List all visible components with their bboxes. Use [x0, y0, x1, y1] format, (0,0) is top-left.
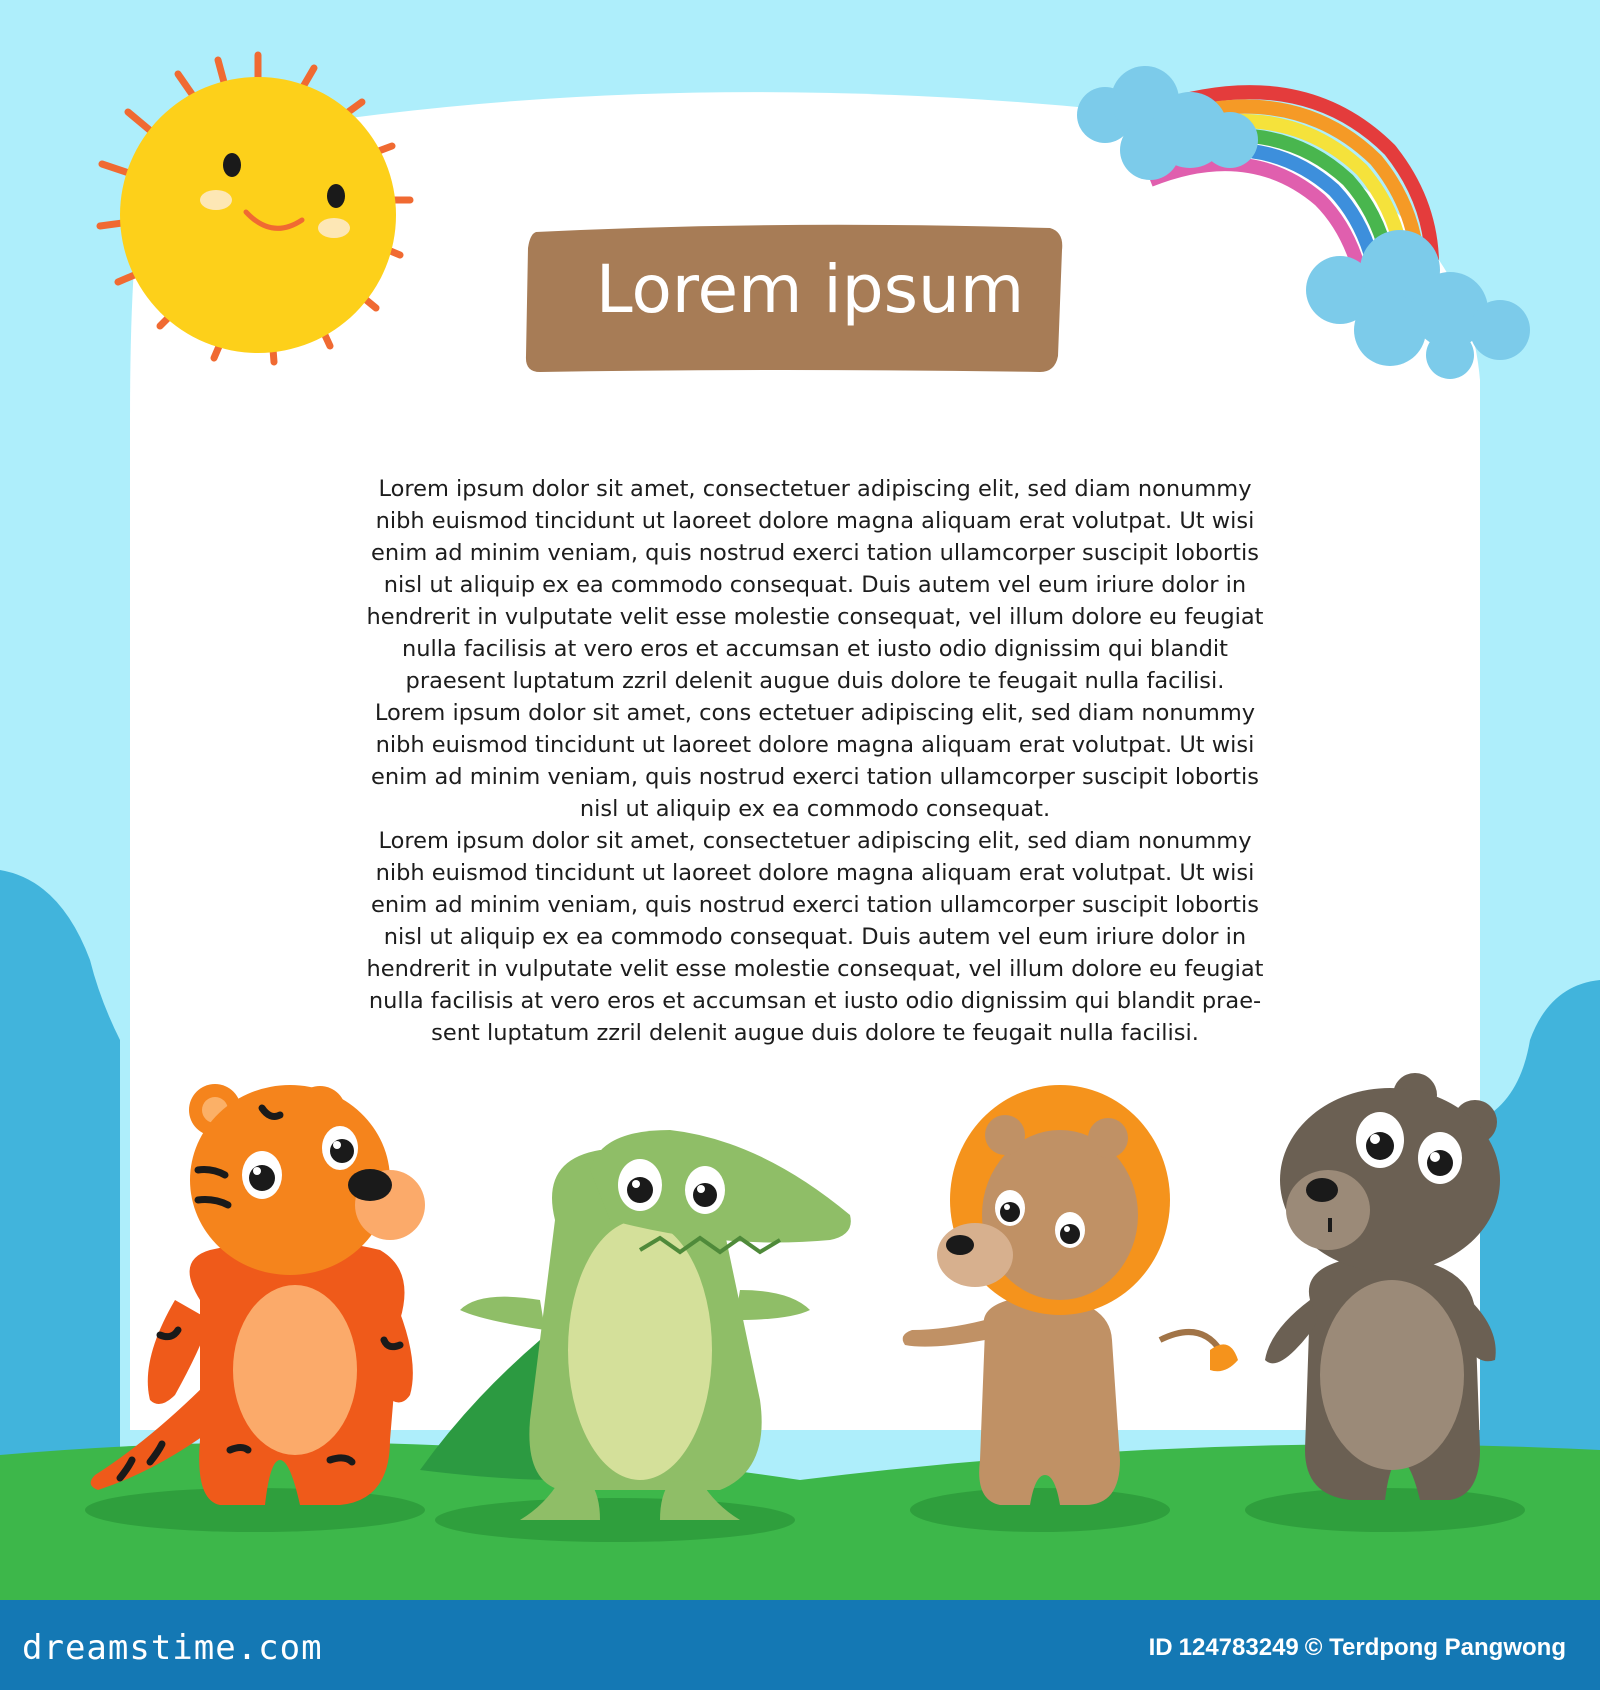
- footer-credit: [1149, 1634, 1572, 1662]
- footer-brand: dreamstime.com: [22, 1628, 323, 1668]
- footer-id-value: 124783249: [1178, 1634, 1299, 1661]
- footer-id-label: ID: [1148, 1634, 1173, 1661]
- footer-author: © Terdpong Pangwong: [1304, 1634, 1566, 1661]
- body-paragraph-2: Lorem ipsum dolor sit amet, cons ectetuer adipiscing elit, sed diam nonummy nibh euismod tincidunt ut laoreet dolore magna aliquam erat volutpat. Ut wisi enim ad minim veniam, quis nostrud exerci tation ullamcorper suscipit lobortis nisl ut aliquip ex ea commodo consequat.: [371, 700, 1259, 822]
- body-text: [360, 473, 1270, 1049]
- body-paragraph-3: Lorem ipsum dolor sit amet, consectetuer adipiscing elit, sed diam nonummy nibh euismod tincidunt ut laoreet dolore magna aliquam erat volutpat. Ut wisi enim ad minim veniam, quis nostrud exerci tation ullamcorper suscipit lobortis nisl ut aliquip ex ea commodo consequat. Duis autem vel eum iriure dolor in hendrerit in vulputate velit esse molestie consequat, vel illum dolore eu feugiat nulla facilisis at vero eros et accumsan et iusto odio dignissim qui blandit prae-sent luptatum zzril delenit augue duis dolore te feugait nulla facilisi.: [366, 828, 1264, 1046]
- sign-heading: Lorem ipsum: [595, 251, 1025, 328]
- body-paragraph-1: Lorem ipsum dolor sit amet, consectetuer adipiscing elit, sed diam nonummy nibh euismod tincidunt ut laoreet dolore magna aliquam erat volutpat. Ut wisi enim ad minim veniam, quis nostrud exerci tation ullamcorper suscipit lobortis nisl ut aliquip ex ea commodo consequat. Duis autem vel eum iriure dolor in hendrerit in vulputate velit esse molestie consequat, vel illum dolore eu feugiat nulla facilisis at vero eros et accumsan et iusto odio dignissim qui blandit praesent luptatum zzril delenit augue duis dolore te feugait nulla facilisi.: [366, 476, 1264, 694]
